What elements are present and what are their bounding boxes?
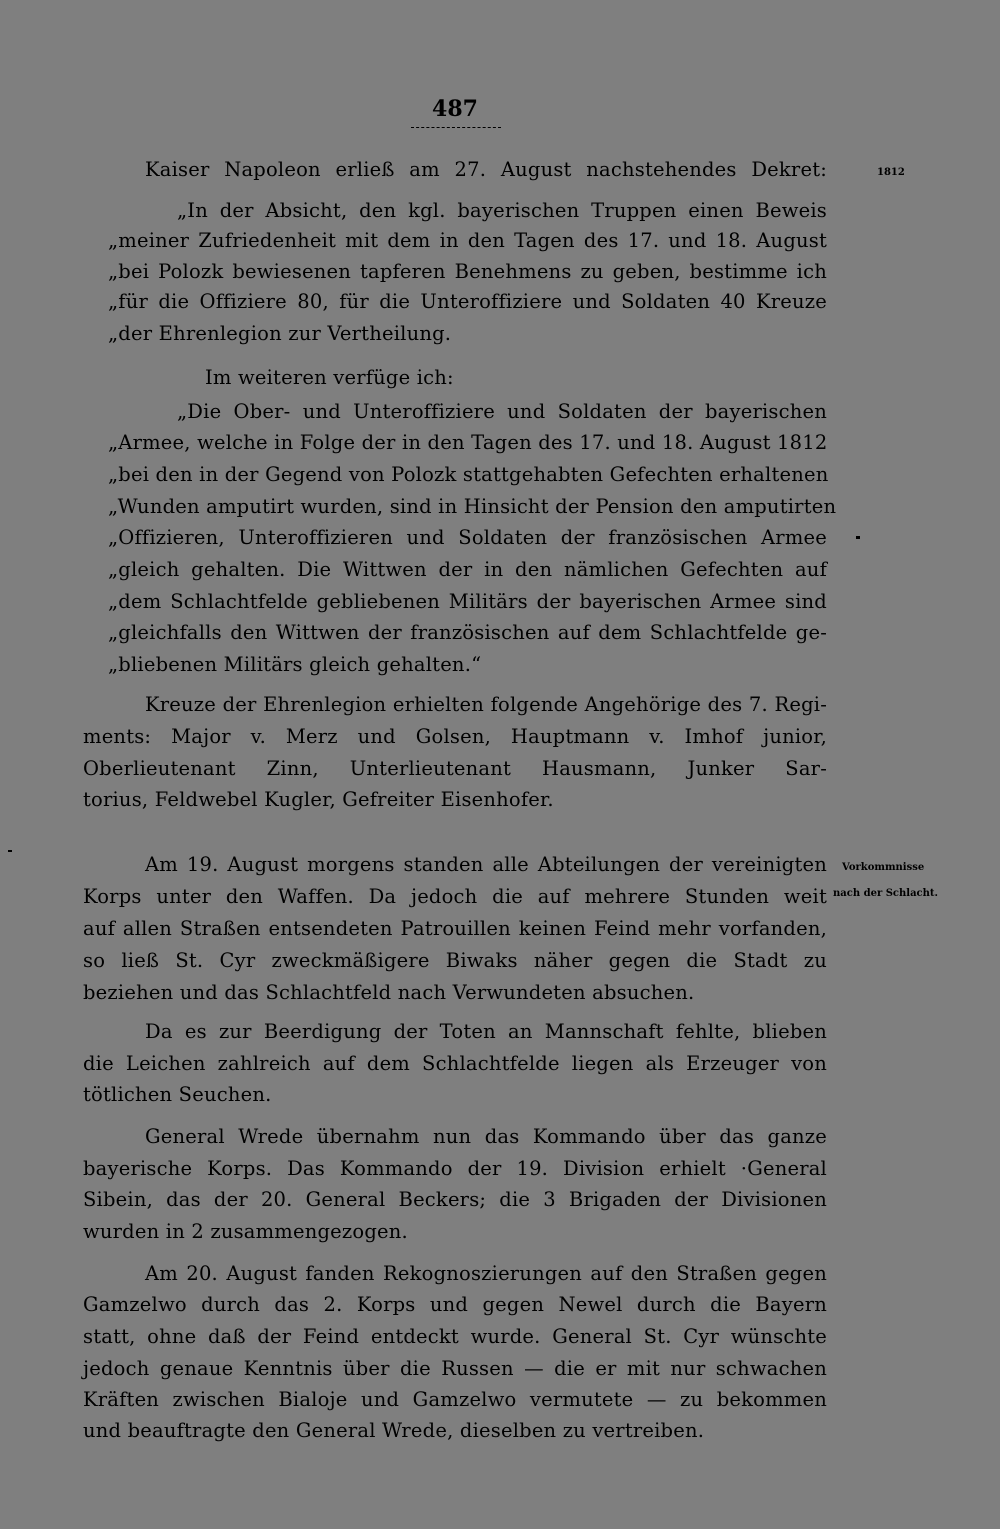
- text-line: Gamzelwo durch das 2. Korps und gegen Newel durch die Bayern: [83, 1293, 827, 1316]
- text-line: „bei Polozk bewiesenen tapferen Benehmens zu geben, bestimme ich: [108, 260, 827, 283]
- text-line: so ließ St. Cyr zweckmäßigere Biwaks näher gegen die Stadt zu: [83, 949, 827, 972]
- margin-note-year: 1812: [877, 167, 905, 178]
- text-line: die Leichen zahlreich auf dem Schlachtfelde liegen als Erzeuger von: [83, 1052, 827, 1075]
- text-line: torius, Feldwebel Kugler, Gefreiter Eisenhofer.: [83, 788, 554, 811]
- text-line: Kaiser Napoleon erließ am 27. August nachstehendes Dekret:: [145, 158, 827, 181]
- text-line: „Die Ober- und Unteroffiziere und Soldaten der bayerischen: [177, 400, 827, 423]
- text-line: jedoch genaue Kenntnis über die Russen — die er mit nur schwachen: [83, 1357, 827, 1380]
- text-line: Korps unter den Waffen. Da jedoch die auf mehrere Stunden weit: [83, 885, 827, 908]
- text-line: „gleich gehalten. Die Wittwen der in den nämlichen Gefechten auf: [108, 558, 827, 581]
- text-line: Da es zur Beerdigung der Toten an Mannschaft fehlte, blieben: [145, 1020, 827, 1043]
- text-line: tötlichen Seuchen.: [83, 1083, 272, 1106]
- text-line: und beauftragte den General Wrede, dieselben zu vertreiben.: [83, 1419, 705, 1442]
- text-line: bayerische Korps. Das Kommando der 19. Division erhielt ·General: [83, 1157, 827, 1180]
- text-line: beziehen und das Schlachtfeld nach Verwundeten absuchen.: [83, 981, 695, 1004]
- text-line: „bliebenen Militärs gleich gehalten.“: [108, 653, 482, 676]
- text-line: Sibein, das der 20. General Beckers; die 3 Brigaden der Divisionen: [83, 1188, 827, 1211]
- text-line: auf allen Straßen entsendeten Patrouillen keinen Feind mehr vorfanden,: [83, 917, 827, 940]
- page-number: 487: [432, 96, 478, 122]
- text-line: ments: Major v. Merz und Golsen, Hauptmann v. Imhof junior,: [83, 725, 827, 748]
- scan-mark: [8, 850, 12, 852]
- text-line: Am 20. August fanden Rekognoszierungen auf den Straßen gegen: [145, 1262, 827, 1285]
- text-line: „Offizieren, Unteroffizieren und Soldaten der französischen Armee: [108, 526, 827, 549]
- text-line: „bei den in der Gegend von Polozk stattgehabten Gefechten erhaltenen: [108, 463, 829, 486]
- text-line: wurden in 2 zusammengezogen.: [83, 1220, 408, 1243]
- text-line: „Armee, welche in Folge der in den Tagen des 17. und 18. August 1812: [108, 431, 828, 454]
- text-line: „gleichfalls den Wittwen der französischen auf dem Schlachtfelde ge-: [108, 621, 827, 644]
- text-line: „In der Absicht, den kgl. bayerischen Truppen einen Beweis: [177, 199, 827, 222]
- text-line: Im weiteren verfüge ich:: [205, 366, 454, 389]
- text-line: Oberlieutenant Zinn, Unterlieutenant Hausmann, Junker Sar-: [83, 757, 827, 780]
- text-line: Kräften zwischen Bialoje und Gamzelwo vermutete — zu bekommen: [83, 1388, 827, 1411]
- text-line: „für die Offiziere 80, für die Unteroffiziere und Soldaten 40 Kreuze: [108, 290, 827, 313]
- text-line: „der Ehrenlegion zur Vertheilung.: [108, 322, 452, 345]
- text-line: General Wrede übernahm nun das Kommando über das ganze: [145, 1125, 827, 1148]
- text-line: Am 19. August morgens standen alle Abteilungen der vereinigten: [145, 853, 827, 876]
- margin-note-events-line1: Vorkommnisse: [842, 862, 925, 873]
- scan-mark: [856, 536, 860, 539]
- page-number-rule: [411, 127, 501, 128]
- text-line: „Wunden amputirt wurden, sind in Hinsicht der Pension den amputirten: [108, 495, 837, 518]
- text-line: „meiner Zufriedenheit mit dem in den Tagen des 17. und 18. August: [108, 229, 827, 252]
- text-line: Kreuze der Ehrenlegion erhielten folgende Angehörige des 7. Regi-: [145, 693, 827, 716]
- margin-note-events-line2: nach der Schlacht.: [833, 888, 939, 899]
- text-line: „dem Schlachtfelde gebliebenen Militärs der bayerischen Armee sind: [108, 590, 827, 613]
- text-line: statt, ohne daß der Feind entdeckt wurde. General St. Cyr wünschte: [83, 1325, 827, 1348]
